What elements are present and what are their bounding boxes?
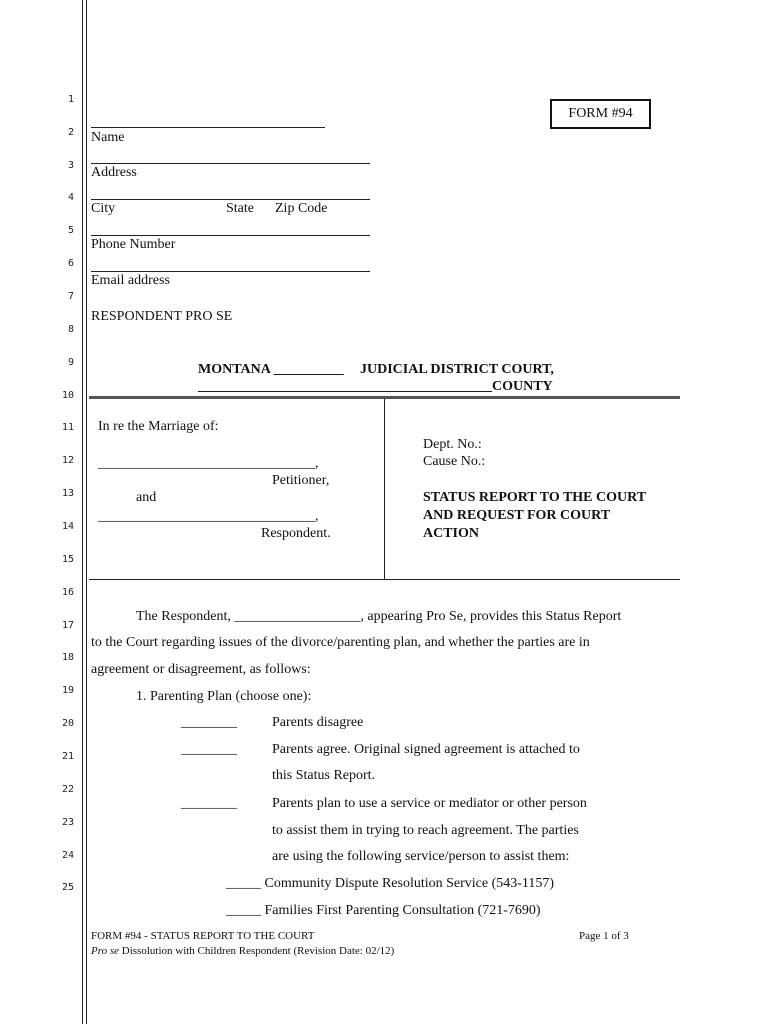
email-label: Email address: [91, 273, 170, 288]
option-mediator-line2: to assist them in trying to reach agreement. The parties: [272, 823, 579, 838]
footer-revision-text: Dissolution with Children Respondent (Revision Date: 02/12): [119, 945, 395, 957]
intro-paragraph-line2: to the Court regarding issues of the divorce/parenting plan, and whether the parties are in: [91, 635, 590, 650]
line-number: 24: [61, 850, 74, 861]
line-number: 10: [61, 390, 74, 401]
address-label: Address: [91, 165, 137, 180]
caption-bottom-rule: [89, 579, 680, 580]
petitioner-label: Petitioner,: [272, 473, 330, 488]
marriage-caption: In re the Marriage of:: [98, 419, 219, 434]
dept-no-label: Dept. No.:: [423, 437, 482, 452]
phone-line[interactable]: [91, 235, 370, 236]
line-number: 23: [61, 817, 74, 828]
line-number: 17: [61, 620, 74, 631]
option-parents-disagree: Parents disagree: [272, 715, 364, 730]
line-number: 8: [67, 324, 74, 335]
intro-paragraph-line1: The Respondent, __________________, appearing Pro Se, provides this Status Report: [136, 609, 622, 624]
court-heading-county: __________________________________________COUNTY: [198, 379, 553, 394]
service-option-families-first[interactable]: _____ Families First Parenting Consultation (721-7690): [226, 903, 541, 918]
caption-divider: [384, 399, 385, 579]
line-number: 13: [61, 488, 74, 499]
and-label: and: [136, 490, 157, 505]
line-number: 12: [61, 455, 74, 466]
parenting-plan-item: 1. Parenting Plan (choose one):: [136, 689, 312, 704]
petitioner-blank[interactable]: _______________________________,: [98, 456, 319, 471]
line-number: 25: [61, 882, 74, 893]
respondent-blank[interactable]: _______________________________,: [98, 509, 319, 524]
name-label: Name: [91, 130, 125, 145]
line-number: 16: [61, 587, 74, 598]
line-number: 3: [67, 160, 74, 171]
address-line[interactable]: [91, 163, 370, 164]
option-blank[interactable]: ________: [181, 715, 237, 730]
left-margin-rule-outer: [82, 0, 83, 1024]
cause-no-label: Cause No.:: [423, 454, 486, 469]
option-parents-agree-line2: this Status Report.: [272, 768, 376, 783]
city-state-zip-line[interactable]: [91, 199, 370, 200]
footer-pro-se: Pro se: [91, 945, 120, 957]
line-number: 18: [61, 652, 74, 663]
party-designation: RESPONDENT PRO SE: [91, 309, 233, 324]
document-title-line2: AND REQUEST FOR COURT: [423, 508, 611, 523]
left-margin-rule-inner: [86, 0, 87, 1024]
service-option-cdrs[interactable]: _____ Community Dispute Resolution Service (543-1157): [226, 876, 555, 891]
city-label: City: [91, 201, 116, 216]
phone-label: Phone Number: [91, 237, 176, 252]
document-title-line3: ACTION: [423, 526, 480, 541]
line-number: 9: [67, 357, 74, 368]
footer-page-number: Page 1 of 3: [579, 930, 629, 942]
respondent-label: Respondent.: [261, 526, 331, 541]
line-number: 11: [61, 422, 74, 433]
email-line[interactable]: [91, 271, 370, 272]
line-number: 21: [61, 751, 74, 762]
line-number: 19: [61, 685, 74, 696]
zip-label: Zip Code: [275, 201, 328, 216]
option-blank[interactable]: ________: [181, 742, 237, 757]
line-number: 22: [61, 784, 74, 795]
document-title-line1: STATUS REPORT TO THE COURT: [423, 490, 647, 505]
intro-paragraph-line3: agreement or disagreement, as follows:: [91, 662, 311, 677]
line-number: 14: [61, 521, 74, 532]
name-line[interactable]: [91, 127, 325, 128]
option-mediator-line3: are using the following service/person to assist them:: [272, 849, 570, 864]
option-parents-agree-line1: Parents agree. Original signed agreement is attached to: [272, 742, 580, 757]
line-number: 1: [67, 94, 74, 105]
footer-form-title: FORM #94 - STATUS REPORT TO THE COURT: [91, 930, 315, 942]
option-mediator-line1: Parents plan to use a service or mediator or other person: [272, 796, 587, 811]
option-blank[interactable]: ________: [181, 796, 237, 811]
state-label: State: [226, 201, 254, 216]
line-number: 20: [61, 718, 74, 729]
form-number-box: FORM #94: [550, 99, 651, 129]
court-heading-district: JUDICIAL DISTRICT COURT,: [360, 362, 554, 377]
line-number: 7: [67, 291, 74, 302]
line-number: 4: [67, 192, 74, 203]
footer-revision-line: [91, 945, 394, 957]
line-number: 6: [67, 258, 74, 269]
line-number: 15: [61, 554, 74, 565]
court-heading-montana: MONTANA __________: [198, 362, 344, 377]
line-number: 5: [67, 225, 74, 236]
line-number: 2: [67, 127, 74, 138]
